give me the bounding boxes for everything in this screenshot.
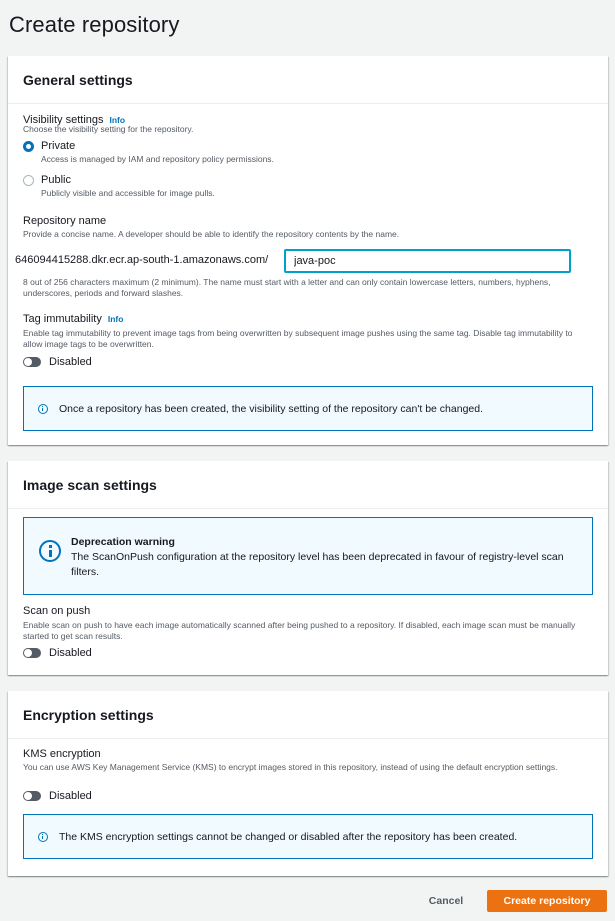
public-label: Public: [41, 174, 71, 186]
visibility-info-link[interactable]: Info: [109, 115, 126, 125]
kms-encryption-desc: You can use AWS Key Management Service (KMS) to encrypt images stored in this repository, instead of using the default encryption settings.: [23, 762, 558, 772]
kms-alert-text: The KMS encryption settings cannot be changed or disabled after the repository has been created.: [59, 830, 518, 843]
tag-immutability-state: Disabled: [49, 356, 92, 368]
info-icon: [39, 540, 61, 562]
deprecation-warning-alert: [23, 517, 593, 595]
public-radio[interactable]: [23, 175, 34, 186]
info-icon: [38, 832, 48, 842]
info-icon: [38, 404, 48, 414]
scan-on-push-state: Disabled: [49, 647, 92, 659]
image-scan-settings-header: Image scan settings: [8, 461, 608, 509]
repository-name-desc: Provide a concise name. A developer should be able to identify the repository contents by the name.: [23, 229, 400, 239]
repository-name-input[interactable]: [284, 249, 571, 273]
radio-option-private[interactable]: [23, 139, 274, 165]
kms-info-alert: [23, 814, 593, 859]
encryption-settings-panel: [8, 691, 608, 876]
general-settings-header: General settings: [8, 56, 608, 104]
radio-option-public[interactable]: [23, 173, 215, 199]
kms-encryption-label: KMS encryption: [23, 748, 101, 760]
image-scan-settings-panel: [8, 461, 608, 675]
create-repository-button[interactable]: Create repository: [487, 890, 607, 912]
scan-on-push-toggle-row[interactable]: [23, 647, 92, 659]
repository-uri-prefix: 646094415288.dkr.ecr.ap-south-1.amazonaws.com/: [15, 254, 269, 266]
tag-immutability-label: Tag immutability: [23, 313, 102, 325]
tag-immutability-toggle[interactable]: [23, 357, 41, 367]
private-radio[interactable]: [23, 141, 34, 152]
tag-immutability-toggle-row[interactable]: [23, 356, 92, 368]
tag-immutability-desc: Enable tag immutability to prevent image tags from being overwritten by subsequent image pushes using the same tag. Disable tag immutability to allow image tags to be overwritten.: [23, 328, 573, 349]
deprecation-warning-title: Deprecation warning: [71, 536, 175, 548]
scan-on-push-desc: Enable scan on push to have each image automatically scanned after being pushed to a repository. If disabled, each image scan must be manually started to get scan results.: [23, 620, 576, 641]
page-title: Create repository: [9, 12, 180, 37]
kms-encryption-toggle[interactable]: [23, 791, 41, 801]
private-desc: Access is managed by IAM and repository policy permissions.: [41, 154, 274, 164]
tag-immutability-label-row: [23, 312, 123, 326]
encryption-settings-header: Encryption settings: [8, 691, 608, 739]
private-label: Private: [41, 140, 76, 152]
deprecation-warning-body: The ScanOnPush configuration at the repository level has been deprecated in favour of registry-level scan filters.: [71, 551, 564, 578]
tag-immutability-info-link[interactable]: Info: [107, 314, 124, 324]
kms-encryption-state: Disabled: [49, 790, 92, 802]
repository-name-constraint: 8 out of 256 characters maximum (2 minimum). The name must start with a letter and can only contain lowercase letters, numbers, hyphens, underscores, periods and forward slashes.: [23, 277, 551, 298]
repository-name-label: Repository name: [23, 215, 107, 227]
visibility-settings-label: Visibility settings: [23, 114, 104, 126]
visibility-alert-text: Once a repository has been created, the visibility setting of the repository can't be changed.: [59, 402, 483, 415]
scan-on-push-label: Scan on push: [23, 605, 91, 617]
visibility-settings-desc: Choose the visibility setting for the repository.: [23, 124, 194, 134]
scan-on-push-toggle[interactable]: [23, 648, 41, 658]
kms-encryption-toggle-row[interactable]: [23, 790, 92, 802]
visibility-info-alert: [23, 386, 593, 431]
cancel-button[interactable]: Cancel: [420, 890, 472, 912]
public-desc: Publicly visible and accessible for image pulls.: [41, 188, 215, 198]
